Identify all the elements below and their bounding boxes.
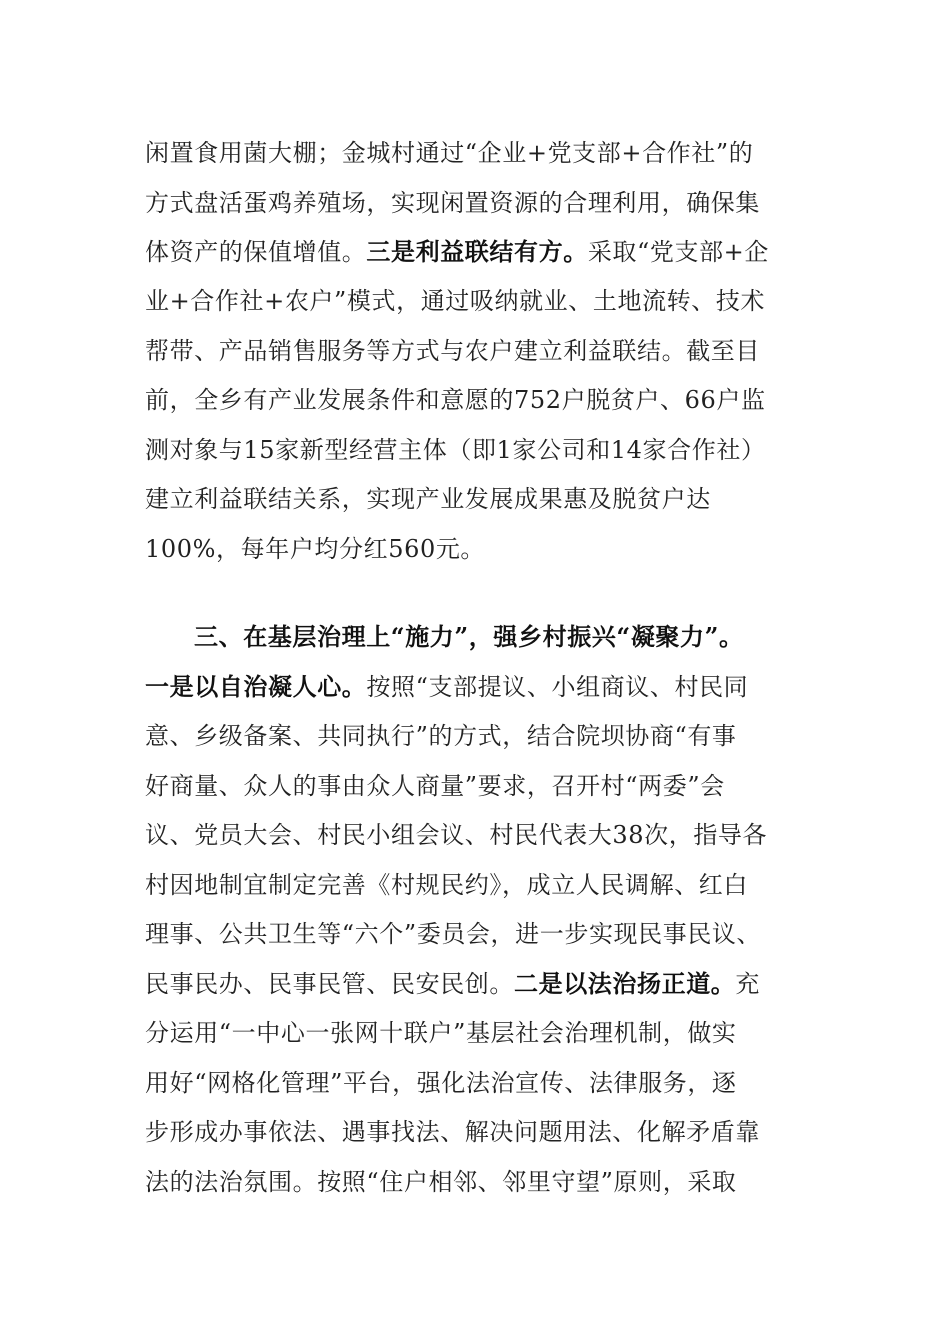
body-line: 步形成办事依法、遇事找法、解决问题用法、化解矛盾靠 — [145, 1118, 760, 1146]
body-line: 前，全乡有产业发展条件和意愿的752户脱贫户、66户监 — [145, 386, 766, 414]
point-one-title: 一是以自治凝人心。 — [145, 672, 367, 701]
body-line: 议、党员大会、村民小组会议、村民代表大38次，指导各 — [145, 821, 768, 849]
point-two-title: 二是以法治扬正道。 — [514, 969, 736, 998]
body-line — [145, 968, 760, 1000]
body-line: 村因地制宜制定完善《村规民约》，成立人民调解、红白 — [145, 871, 748, 899]
body-line: 100%，每年户均分红560元。 — [145, 535, 486, 563]
body-text: 采取“党支部+企 — [587, 238, 769, 266]
body-line — [145, 236, 769, 268]
body-line: 业+合作社+农户”模式，通过吸纳就业、土地流转、技术 — [145, 287, 766, 315]
body-line: 法的法治氛围。按照“住户相邻、邻里守望”原则，采取 — [145, 1168, 737, 1196]
body-text: 充 — [735, 970, 761, 998]
body-text: 按照“支部提议、小组商议、村民同 — [366, 673, 749, 701]
body-line: 分运用“一中心一张网十联户”基层社会治理机制，做实 — [145, 1019, 737, 1047]
body-line: 测对象与15家新型经营主体（即1家公司和14家合作社） — [145, 436, 766, 464]
body-line: 意、乡级备案、共同执行”的方式，结合院坝协商“有事 — [145, 722, 737, 750]
section-heading-text: 三、在基层治理上“施力”，强乡村振兴“凝聚力”。 — [194, 622, 744, 651]
body-line: 方式盘活蛋鸡养殖场，实现闲置资源的合理利用，确保集 — [145, 189, 760, 217]
body-line — [145, 671, 748, 703]
body-line: 理事、公共卫生等“六个”委员会，进一步实现民事民议、 — [145, 920, 762, 948]
body-line: 闲置食用菌大棚；金城村通过“企业+党支部+合作社”的 — [145, 139, 754, 167]
body-line: 建立利益联结关系，实现产业发展成果惠及脱贫户达 — [145, 485, 711, 513]
body-text: 体资产的保值增值。 — [145, 238, 367, 266]
body-text: 民事民办、民事民管、民安民创。 — [145, 970, 514, 998]
point-three-title: 三是利益联结有方。 — [366, 237, 588, 266]
body-line: 用好“网格化管理”平台，强化法治宣传、法律服务，逐 — [145, 1069, 737, 1097]
body-line: 帮带、产品销售服务等方式与农户建立利益联结。截至目 — [145, 337, 760, 365]
section-three-heading — [194, 621, 744, 653]
body-line: 好商量、众人的事由众人商量”要求，召开村“两委”会 — [145, 772, 725, 800]
